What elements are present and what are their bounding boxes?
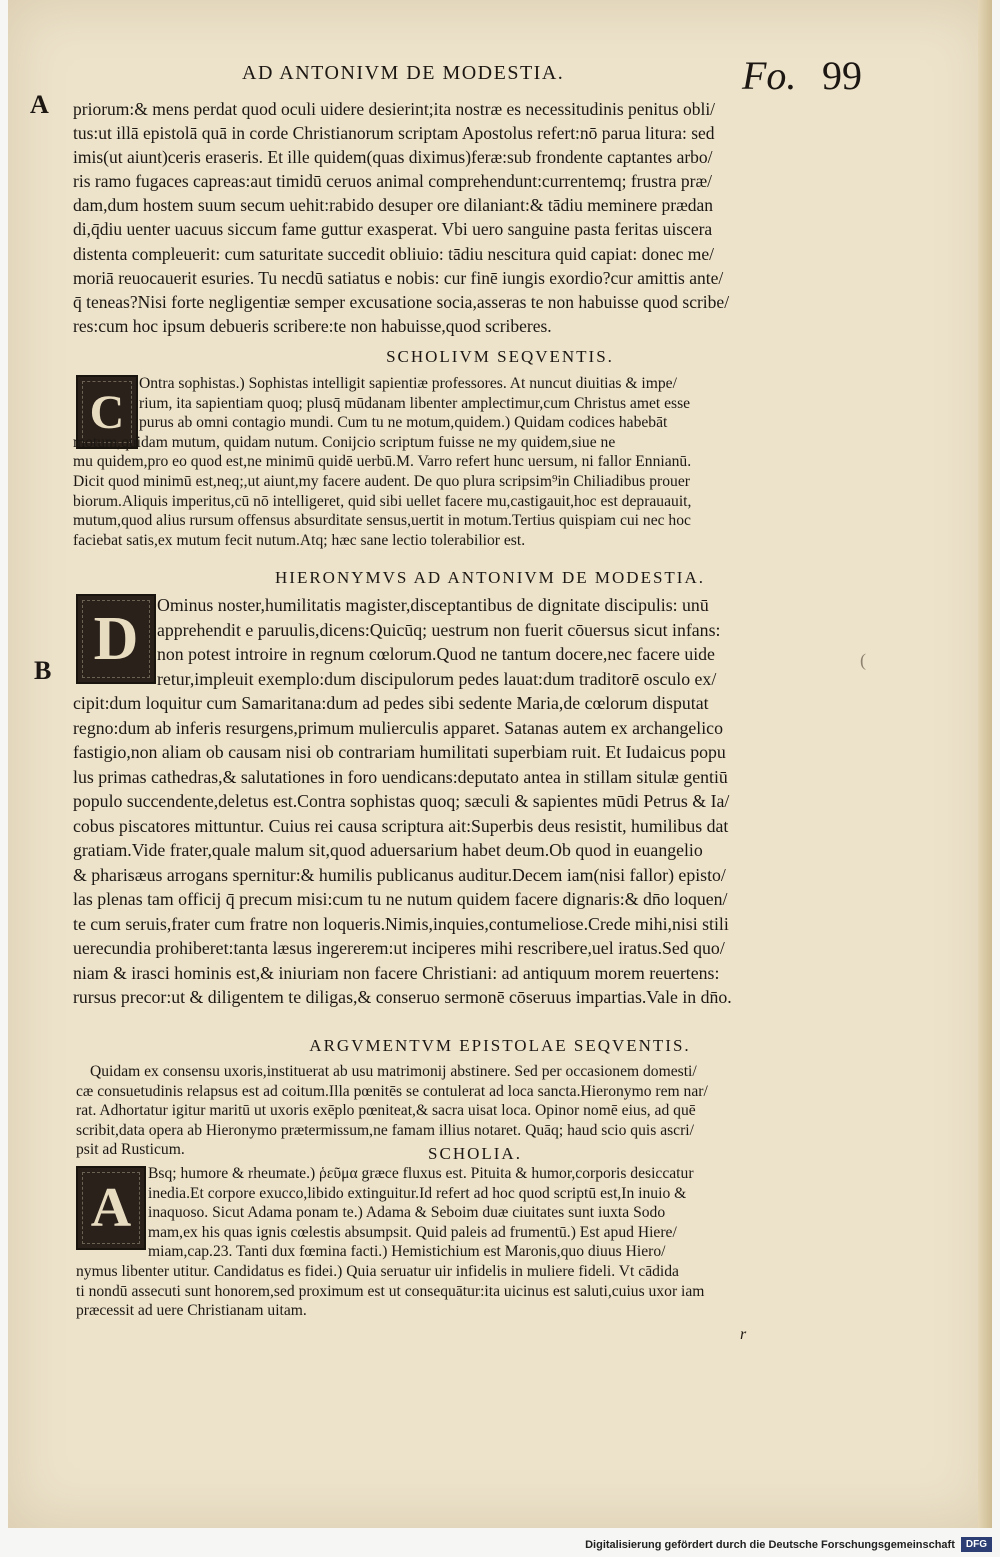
- text-line: psit ad Rusticum.: [76, 1141, 185, 1159]
- text-line: Ominus noster,humilitatis magister,disceptantibus de dignitate discipulis: unū: [157, 595, 709, 615]
- text-line: Bsq; humore & rheumate.) ῥεῦμα græce fluxus est. Pituita & humor,corporis desiccatur: [148, 1165, 694, 1182]
- text-line: populo succendente,deletus est.Contra sophistas quoq; sæculi & sapientes mūdi Petrus & Ia/: [73, 791, 730, 811]
- page-edge: [978, 0, 992, 1528]
- text-line: distenta compleuerit: cum saturitate succedit obliuio: tādiu nescitura quid capiat: donec me/: [73, 243, 714, 264]
- text-line: cipit:dum loquitur cum Samaritana:dum ad pedes sibi sedente Maria,de cœlorum disputat: [73, 693, 709, 713]
- text-line: inedia.Et corpore exucco,libido extinguitur.Id refert ad hoc quod scriptū est,In inuio &: [148, 1184, 687, 1202]
- text-line: te cum seruis,frater cum fratre non loqueris.Nimis,inquies,contumeliose.Crede mihi,nisi stili: [73, 913, 729, 934]
- folio-label: Fo.: [742, 53, 797, 98]
- text-line: fastigio,non aliam ob causam nisi ob contrariam humilitati superbiam ruit. Et Iudaicus popu: [73, 742, 726, 762]
- text-line: priorum:& mens perdat quod oculi uidere desierint;ita nostræ es necessitudinis penitus obli/: [73, 99, 716, 119]
- text-line: motum,quidam mutum, quidam nutum. Conijcio scriptum fuisse ne my quidem,siue ne: [73, 433, 616, 451]
- decorated-initial-d: D: [76, 594, 156, 684]
- text-line: ris ramo fugaces capreas:aut timidū ceruos animal comprehendunt:currentemq; frustra præ/: [73, 171, 713, 192]
- scholia-text: [76, 1164, 846, 1321]
- dfg-logo-icon: DFG: [961, 1537, 992, 1552]
- margin-mark: (: [860, 650, 866, 670]
- footer-bar: [0, 1532, 1000, 1557]
- text-line: cobus piscatores mittuntur. Cuius rei causa scriptura ait:Superbis deus resistit, humilibus dat: [73, 815, 729, 836]
- text-line: q̄ teneas?Nisi forte negligentiæ semper excusatione socia,asseras te non habuisse quod scribe/: [73, 291, 730, 312]
- epistle-heading: HIERONYMVS AD ANTONIVM DE MODESTIA.: [275, 568, 705, 587]
- text-line: rursus precor:ut & diligentem te diligas,& conseruo sermonē cōseruus impartias.Vale in dn̄o.: [73, 987, 732, 1007]
- funding-credit: Digitalisierung gefördert durch die Deutsche Forschungsgemeinschaft: [585, 1538, 955, 1551]
- text-line: rat. Adhortatur igitur maritū ut uxoris exēplo pœniteat,& sacra uisat loca. Opinor nomē eius, ad quē: [76, 1102, 696, 1120]
- text-line: apprehendit e paruulis,dicens:Quicūq; uestrum non fuerit cōuersus sicut infans:: [157, 619, 721, 640]
- folio-number: 99: [822, 53, 862, 98]
- intro-text: [73, 97, 845, 338]
- text-line: mutum,quod alius rursum offensus absurditate sensus,uertit in motum.Tertius quispiam cui nec hoc: [73, 512, 691, 530]
- text-line: lus primas cathedras,& salutationes in foro uendicans:deputato antea in stillam situlæ gentiū: [73, 766, 728, 787]
- scholium-heading: SCHOLIVM SEQVENTIS.: [386, 347, 614, 366]
- text-line: rium, ita sapientiam quoq; plusq̄ mūdanam libenter amplectimur,cum Christus amet esse: [139, 394, 691, 412]
- text-line: miam,cap.23. Tanti dux fœmina facti.) Hemistichium est Maronis,quo diuus Hiero/: [148, 1243, 666, 1261]
- text-line: moriā reuocauerit esuries. Tu necdū satiatus e nobis: cur finē iungis exordio?cur amittis ante/: [73, 267, 724, 288]
- argument-heading: ARGVMENTVM EPISTOLAE SEQVENTIS.: [309, 1036, 691, 1055]
- running-header: AD ANTONIVM DE MODESTIA.: [242, 62, 565, 84]
- epistle-text: [73, 593, 847, 1010]
- text-line: præcessit ad uere Christianam uitam.: [76, 1302, 307, 1320]
- text-line: Ontra sophistas.) Sophistas intelligit sapientiæ professores. At nuncut diuitias & impe/: [139, 375, 677, 392]
- text-line: purus ab omni contagio mundi. Cum tu ne motum,quidem.) Quidam codices habebāt: [139, 414, 668, 432]
- text-line: regno:dum ab inferis resurgens,primum mulierculis apparet. Satanas autem ex archangelico: [73, 717, 723, 738]
- text-line: uerecundia prohiberet:tanta læsus ingererem:ut inciperes mihi rescribere,uel iratus.Sed quo/: [73, 938, 725, 958]
- scholium-text: [73, 374, 845, 550]
- decorated-initial-a: A: [76, 1166, 146, 1250]
- text-line: tus:ut illā epistolā quā in corde Christianorum scriptam Apostolus refert:nō parua litura: sed: [73, 123, 715, 144]
- text-line: imis(ut aiunt)ceris eraseris. Et ille quidem(quas diximus)feræ:sub frondente captantes arbo/: [73, 147, 713, 168]
- decorated-initial-c: C: [76, 375, 138, 449]
- text-line: mu quidem,pro eo quod est,ne minimū quidē uerbū.M. Varro refert hunc uersum, ni fallor Ennianū.: [73, 453, 692, 471]
- text-line: niam & irasci hominis est,& iniuriam non facere Christiani: ad antiquum morem reuertens:: [73, 962, 720, 983]
- scholia-heading: SCHOLIA.: [428, 1144, 522, 1163]
- text-line: di,q̄diu uenter uacuus siccum fame guttur exasperat. Vbi uero sanguine pasta feritas uiscera: [73, 219, 713, 240]
- text-line: inaquoso. Sicut Adama ponam te.) Adama & Seboim duæ ciuitates sunt iuxta Sodo: [148, 1204, 666, 1222]
- text-line: Dicit quod minimū est,neq;,ut aiunt,my facere audent. De quo plura scripsim⁹in Chiliadibus prouer: [73, 472, 690, 490]
- text-line: biorum.Aliquis imperitus,cū nō intelligeret, quid sibi uellet facere mu,castigauit,hoc est deprauauit,: [73, 492, 692, 510]
- text-line: gratiam.Vide frater,quale malum sit,quod aduersarium habet deum.Ob quod in euangelio: [73, 840, 703, 860]
- text-line: & pharisæus arrogans spernitur:& humilis publicanus auditur.Decem iam(nisi fallor) episto/: [73, 864, 726, 885]
- text-line: dam,dum hostem suum secum uehit:rabido desuper ore dilaniant:& tādiu meminere prædan: [73, 195, 714, 216]
- text-line: mam,ex his quas ignis cœlestis absumpsit. Quid paleis ad frumentū.) Est apud Hiere/: [148, 1223, 677, 1241]
- text-line: nymus libenter utitur. Candidatus es fidei.) Quia seruatur uir infidelis in muliere fideli. Vt cādida: [76, 1262, 679, 1280]
- text-line: faciebat satis,ex mutum fecit nutum.Atq; hæc sane lectio tolerabilior est.: [73, 531, 526, 549]
- signature-mark: r: [740, 1326, 747, 1343]
- text-line: cæ consuetudinis relapsus est ad coitum.Illa pœnitēs se contulerat ad loca sancta.Hieronymo rem nar/: [76, 1082, 708, 1100]
- text-line: scribit,data opera ab Hieronymo prætermissum,ne famam illius notaret. Quāq; haud scio quis ascri/: [76, 1121, 694, 1139]
- text-line: non potest introire in regnum cœlorum.Quod ne tantum docere,nec facere uide: [157, 644, 715, 664]
- text-line: res:cum hoc ipsum debueris scribere:te non habuisse,quod scriberes.: [73, 315, 552, 336]
- margin-letter-a: A: [30, 90, 49, 119]
- text-line: Quidam ex consensu uxoris,instituerat ab usu matrimonij abstinere. Sed per occasionem domesti/: [90, 1063, 697, 1080]
- margin-letter-b: B: [34, 656, 52, 685]
- text-line: las plenas tam officij q̄ precum misi:cum tu ne nutum quidem facere dignaris:& dn̄o loquen/: [73, 889, 728, 909]
- text-line: ti nondū assecuti sunt honorem,sed proximum est ut consequātur:ita uicinus est saluti,cuius uxor iam: [76, 1282, 705, 1300]
- text-line: retur,impleuit exemplo:dum discipulorum pedes lauat:dum traditorē osculo ex/: [157, 668, 717, 689]
